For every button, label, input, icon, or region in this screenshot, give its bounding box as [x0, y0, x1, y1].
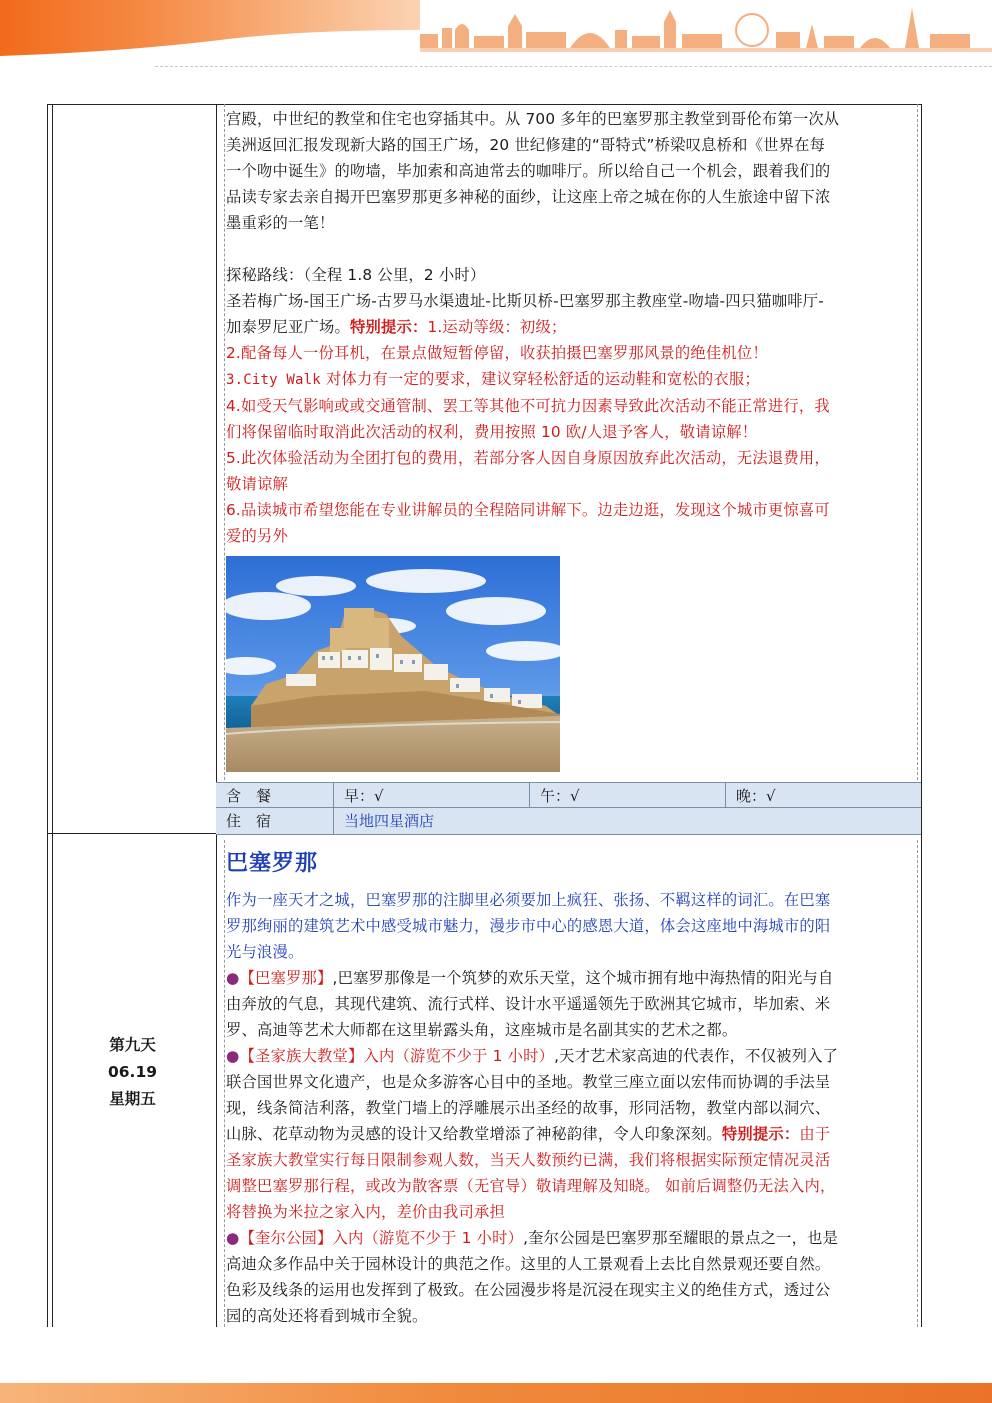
header-skyline-banner	[0, 0, 992, 62]
tip-4-line: 们将保留临时取消此次活动的权利，费用按照 10 欧/人退予客人，敬请谅解！	[226, 423, 758, 441]
city-intro-line: 光与浪漫。	[226, 943, 304, 961]
hotel-row	[216, 807, 921, 835]
intro-line: 一个吻中诞生》的吻墙，毕加索和高迪常去的咖啡厅。所以给自己一个机会，跟着我们的	[226, 162, 831, 180]
route-end: 加泰罗尼亚广场。	[226, 318, 350, 336]
city-intro-line: 作为一座天才之城，巴塞罗那的注脚里必须要加上疯狂、张扬、不羁这样的词汇。在巴塞	[226, 891, 831, 909]
item-text: 山脉、花草动物为灵感的设计又给教堂增添了神秘韵律，令人印象深刻。	[226, 1125, 722, 1143]
route-line	[226, 314, 916, 340]
day-weekday: 星期五	[109, 1090, 156, 1108]
item-park-guell	[226, 1225, 916, 1251]
item-text: 园的高处还将看到城市全貌。	[226, 1307, 428, 1325]
day-date: 06.19	[107, 1063, 158, 1081]
route-title: 探秘路线：（全程 1.8 公里，2 小时）	[226, 266, 486, 284]
item-title: 【圣家族大教堂】入内（游览不少于 1 小时）	[239, 1047, 555, 1065]
item-text: 现，线条简洁利落，教堂门墙上的浮雕展示出圣经的故事，形同活物，教堂内部以洞穴、	[226, 1099, 831, 1117]
footer-band	[0, 1383, 992, 1403]
meals-row	[216, 782, 921, 810]
content-dash-left-2	[224, 840, 225, 1327]
day-number: 第九天	[109, 1036, 156, 1054]
item-text: 色彩及线条的运用也发挥到了极致。在公园漫步将是沉浸在现实主义的绝佳方式，透过公	[226, 1281, 831, 1299]
coastal-castle-photo	[226, 556, 560, 772]
item-text-with-tip	[226, 1121, 916, 1147]
item-text: 联合国世界文化遗产，也是众多游客心目中的圣地。教堂三座立面以宏伟而协调的手法呈	[226, 1073, 831, 1091]
tip-3	[226, 366, 916, 393]
breakfast-cell: 早：√	[333, 783, 529, 809]
tip-4-line: 4.如受天气影响或或交通管制、罢工等其他不可抗力因素导致此次活动不能正常进行，我	[226, 397, 830, 415]
city-title: 巴塞罗那	[226, 851, 319, 876]
bullet-icon: ●	[226, 1229, 240, 1247]
meals-label: 含 餐	[226, 787, 272, 805]
dinner-cell: 晚：√	[725, 783, 921, 809]
walk-description	[226, 106, 916, 549]
intro-line: 品读专家去亲自揭开巴塞罗那更多神秘的面纱，让这座上帝之城在你的人生旅途中留下浓	[226, 188, 831, 206]
hotel-label: 住 宿	[226, 812, 272, 830]
day9-description	[226, 887, 916, 1329]
bullet-icon: ●	[226, 969, 240, 987]
intro-line: 墨重彩的一笔！	[226, 214, 335, 232]
tip-label: 特别提示：	[721, 1125, 800, 1143]
frame-right-lower	[921, 834, 922, 1327]
day-label	[60, 1032, 205, 1113]
tip-1: 1.运动等级：初级；	[427, 318, 567, 336]
lunch-cell: 午：√	[529, 783, 725, 809]
tip-text: 将替换为米拉之家入内，差价由我司承担	[226, 1203, 505, 1221]
route-line: 圣若梅广场-国王广场-古罗马水渠遗址-比斯贝桥-巴塞罗那主教座堂-吻墙-四只猫咖啡厅-	[226, 292, 824, 310]
item-sagrada-familia	[226, 1043, 916, 1069]
tip-5-line: 5.此次体验活动为全团打包的费用，若部分客人因自身原因放弃此次活动，无法退费用，	[226, 449, 830, 467]
frame-left-outer	[47, 104, 48, 1327]
tip-text: 由于	[799, 1125, 831, 1143]
item-barcelona	[226, 965, 916, 991]
intro-line: 宫殿，中世纪的教堂和住宅也穿插其中。从 700 多年的巴塞罗那主教堂到哥伦布第一次从	[226, 110, 840, 128]
tip-6-line: 6.品读城市希望您能在专业讲解员的全程陪同讲解下。边走边逛，发现这个城市更惊喜可	[226, 501, 830, 519]
content-dash-right-2	[917, 840, 918, 1327]
frame-left-inner	[52, 104, 53, 1327]
tip-6-line: 爱的另外	[226, 527, 288, 545]
tip-3-text: 对体力有一定的要求，建议穿轻松舒适的运动鞋和宽松的衣服；	[320, 370, 760, 388]
city-intro-line: 罗那绚丽的建筑艺术中感受城市魅力，漫步市中心的感恩大道，体会这座地中海城市的阳	[226, 917, 831, 935]
tip-2: 2.配备每人一份耳机，在景点做短暂停留，收获拍摄巴塞罗那风景的绝佳机位！	[226, 344, 768, 362]
content-dash-right	[917, 104, 918, 780]
item-text: ,天才艺术家高迪的代表作，不仅被列入了	[554, 1047, 839, 1065]
item-text: ,巴塞罗那像是一个筑梦的欢乐天堂，这个城市拥有地中海热情的阳光与自	[332, 969, 834, 987]
tip-3-citywalk: 3.City Walk	[226, 372, 321, 388]
content-dash-left	[224, 104, 225, 780]
header-rule	[155, 66, 992, 67]
hotel-value: 当地四星酒店	[333, 808, 921, 834]
item-text: 罗、高迪等艺术大师都在这里崭露头角，这座城市是名副其实的艺术之都。	[226, 1021, 738, 1039]
intro-line: 美洲返回汇报发现新大路的国王广场，20 世纪修建的“哥特式”桥梁叹息桥和《世界在每	[226, 136, 826, 154]
item-text: 由奔放的气息，其现代建筑、流行式样、设计水平遥遥领先于欧洲其它城市，毕加索、米	[226, 995, 831, 1013]
item-title: 【奎尔公园】入内（游览不少于 1 小时）	[239, 1229, 524, 1247]
frame-right	[921, 104, 922, 834]
frame-day-column	[216, 104, 217, 1327]
tip-5-line: 敬请谅解	[226, 475, 288, 493]
tip-text: 调整巴塞罗那行程，或改为散客票（无官导）敬请理解及知晓。 如前后调整仍无法入内，	[226, 1177, 836, 1195]
tip-label: 特别提示：	[349, 318, 428, 336]
frame-top	[47, 104, 922, 105]
tip-text: 圣家族大教堂实行每日限制参观人数，当天人数预约已满，我们将根据实际预定情况灵活	[226, 1151, 831, 1169]
item-title: 【巴塞罗那】	[239, 969, 333, 987]
item-text: ,奎尔公园是巴塞罗那至耀眼的景点之一，也是	[523, 1229, 839, 1247]
bullet-icon: ●	[226, 1047, 240, 1065]
item-text: 高迪众多作品中关于园林设计的典范之作。这里的人工景观看上去比自然景观还要自然。	[226, 1255, 831, 1273]
